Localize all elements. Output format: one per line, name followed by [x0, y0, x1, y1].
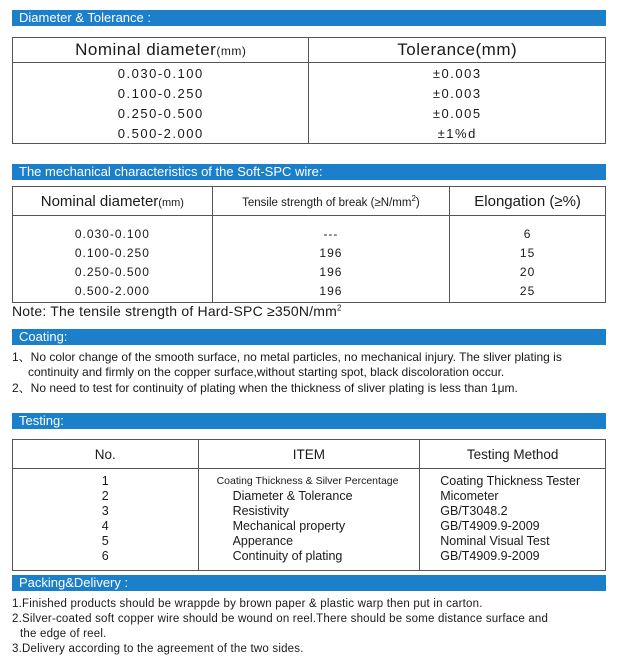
- tolerance-table: [12, 37, 606, 144]
- hard-spc-note: Note: The tensile strength of Hard-SPC $\ge 350N/mm^2$: [12, 303, 342, 319]
- header-no: No.: [13, 440, 199, 469]
- table-row: 0.250-0.500 196 20: [13, 262, 606, 281]
- unit-mm: (mm): [158, 196, 184, 209]
- section-header-mechanical: The mechanical characteristics of the Soft-SPC wire:: [12, 164, 606, 180]
- packing-requirements: 1.Finished products should be wrappde by brown paper & plastic warp then put in carton. 2.Silver-coated soft copper wire should be wound on reel.There should be some distance surface and the edge of reel. 3.Delivery according to the agreement of the two sides.: [12, 598, 549, 655]
- section-header-packing: Packing&Delivery :: [12, 575, 606, 591]
- header-testing-method: Testing Method: [420, 440, 606, 469]
- unit-mm: (mm): [216, 44, 247, 58]
- testing-table: [12, 439, 606, 571]
- test-items: Coating Thickness & Silver Percentage Diameter & Tolerance Resistivity Mechanical property Apperance Continuity of plating: [198, 469, 420, 571]
- header-tolerance: Tolerance(mm): [309, 38, 606, 63]
- header-elongation: Elongation (≥%): [450, 187, 606, 216]
- section-header-coating: Coating:: [12, 329, 606, 345]
- table-row: 0.030-0.100 ±0.003: [13, 63, 606, 84]
- section-header-diameter-tolerance: Diameter & Tolerance :: [12, 10, 606, 26]
- coating-requirements: 1、No color change of the smooth surface, no metal particles, no mechanical injury. The sliver plating is continuity and firmly on the copper surface,without starting spot, black discoloration occur. 2、No need to test for continuity of plating when the thickness of sliver plating is less than 1μm.: [12, 350, 562, 395]
- table-row: 0.100-0.250 196 15: [13, 243, 606, 262]
- header-nominal-diameter: Nominal diameter(mm): [13, 38, 309, 63]
- table-row: 0.500-2.000 ±1%d: [13, 123, 606, 144]
- table-row: 0.100-0.250 ±0.003: [13, 83, 606, 103]
- table-row: 0.500-2.000 196 25: [13, 281, 606, 303]
- table-row: 0.250-0.500 ±0.005: [13, 103, 606, 123]
- header-tensile-strength: Tensile strength of break $(\ge N/mm^2)$: [212, 187, 450, 216]
- test-numbers: 1 2 3 4 5 6: [13, 469, 199, 571]
- test-methods: Coating Thickness Tester Micometer GB/T3048.2 GB/T4909.9-2009 Nominal Visual Test GB/T4909.9-2009: [420, 469, 606, 571]
- table-row: 0.030-0.100 --- 6: [13, 216, 606, 244]
- header-item: ITEM: [198, 440, 420, 469]
- mechanical-table: [12, 186, 606, 303]
- header-nominal-diameter: Nominal diameter(mm): [13, 187, 213, 216]
- section-header-testing: Testing:: [12, 413, 606, 429]
